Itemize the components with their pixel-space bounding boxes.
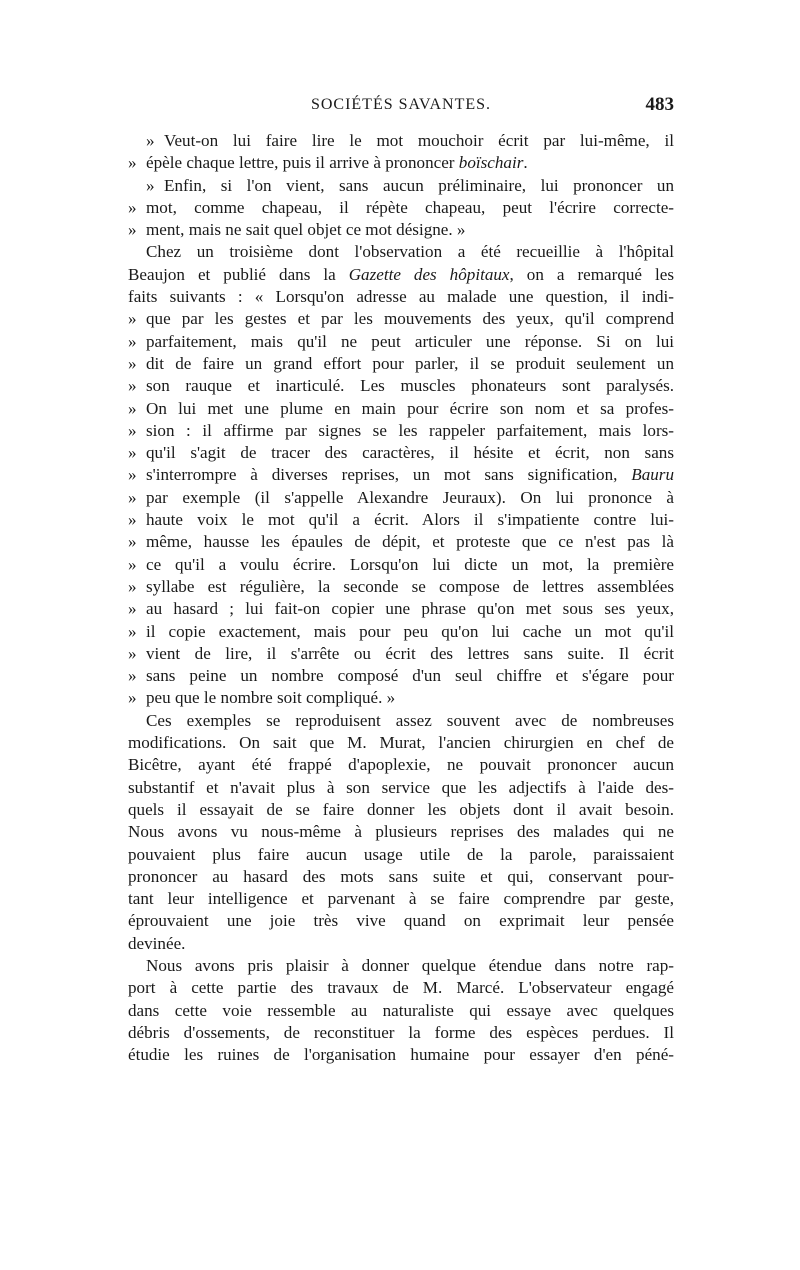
- text-line: [128, 754, 674, 776]
- quote-mark: »: [128, 398, 137, 418]
- line-text: il copie exactement, mais pour peu qu'on lui cache un mot qu'il: [146, 621, 674, 641]
- text-line: [128, 152, 674, 174]
- line-text: sion : il affirme par signes se les rappeler parfaitement, mais lors-: [146, 420, 674, 440]
- line-text: peu que le nombre soit compliqué. »: [146, 688, 396, 708]
- line-text: quels il essayait de se faire donner les objets dont il avait besoin.: [128, 799, 674, 819]
- italic-term: Gazette des hôpitaux: [348, 264, 510, 284]
- quote-mark: »: [128, 331, 137, 351]
- paragraph: [128, 175, 674, 242]
- line-text: Bicêtre, ayant été frappé d'apoplexie, ne pouvait prononcer aucun: [128, 755, 674, 775]
- line-text: vient de lire, il s'arrête ou écrit des lettres sans suite. Il écrit: [146, 643, 674, 663]
- line-text: au hasard ; lui fait-on copier une phrase qu'on met sous ses yeux,: [146, 599, 674, 619]
- text-line: [128, 331, 674, 353]
- quote-mark: »: [146, 131, 155, 150]
- line-text: éprouvaient une joie très vive quand on exprimait leur pensée: [128, 911, 674, 931]
- text-line: [128, 420, 674, 442]
- text-line: [128, 464, 674, 486]
- line-text: par exemple (il s'appelle Alexandre Jeuraux). On lui prononce à: [146, 487, 674, 507]
- text-line: [128, 1022, 674, 1044]
- line-text: qu'il s'agit de tracer des caractères, il hésite et écrit, non sans: [146, 443, 674, 463]
- line-text: épèle chaque lettre, puis il arrive à prononcer boïschair.: [146, 153, 528, 173]
- line-text: Chez un troisième dont l'observation a été recueillie à l'hôpital: [146, 242, 674, 262]
- text-line: [128, 398, 674, 420]
- text-line: [128, 621, 674, 643]
- page-number: 483: [645, 94, 674, 115]
- text-line: [128, 531, 674, 553]
- quote-mark: »: [128, 353, 137, 373]
- text-line: [128, 308, 674, 330]
- quote-mark: »: [128, 376, 137, 396]
- text-line: [128, 955, 674, 977]
- paragraph: [128, 241, 674, 709]
- text-line: [128, 777, 674, 799]
- text-line: [128, 197, 674, 219]
- quote-mark: »: [128, 621, 137, 641]
- text-line: [128, 933, 674, 955]
- quote-mark: »: [128, 599, 137, 619]
- line-text: port à cette partie des travaux de M. Marcé. L'observateur engagé: [128, 978, 674, 998]
- text-line: [128, 554, 674, 576]
- line-text: devinée.: [128, 933, 186, 953]
- text-line: [128, 286, 674, 308]
- quote-mark: »: [128, 197, 137, 217]
- text-line: [128, 910, 674, 932]
- quote-mark: »: [128, 688, 137, 708]
- text-line: [128, 264, 674, 286]
- line-text: ment, mais ne sait quel objet ce mot désigne. »: [146, 220, 466, 240]
- text-line: [128, 1000, 674, 1022]
- quote-mark: »: [128, 554, 137, 574]
- text-line: [128, 977, 674, 999]
- paragraph: [128, 710, 674, 955]
- text-line: [128, 799, 674, 821]
- paragraph: [128, 130, 674, 175]
- line-text: modifications. On sait que M. Murat, l'ancien chirurgien en chef de: [128, 733, 674, 753]
- text-line: [128, 1044, 674, 1066]
- line-text: tant leur intelligence et parvenant à se faire comprendre par geste,: [128, 889, 674, 909]
- text-line: [128, 643, 674, 665]
- line-text: pouvaient plus faire aucun usage utile de la parole, paraissaient: [128, 844, 674, 864]
- line-text: substantif et n'avait plus à son service que les adjectifs à l'aide des-: [128, 777, 674, 797]
- quote-mark: »: [128, 510, 137, 530]
- text-line: [128, 576, 674, 598]
- text-line: [128, 175, 674, 197]
- quote-mark: »: [128, 309, 137, 329]
- quote-mark: »: [128, 576, 137, 596]
- text-line: [128, 665, 674, 687]
- line-text: s'interrompre à diverses reprises, un mot sans signification, Bauru: [146, 465, 674, 485]
- quote-mark: »: [128, 487, 137, 507]
- quote-mark: »: [146, 175, 155, 195]
- line-text: sans peine un nombre composé d'un seul chiffre et s'égare pour: [146, 666, 674, 686]
- text-line: [128, 844, 674, 866]
- text-line: [128, 241, 674, 263]
- text-line: [128, 509, 674, 531]
- text-line: [128, 375, 674, 397]
- quote-mark: »: [128, 420, 137, 440]
- line-text: Enfin, si l'on vient, sans aucun préliminaire, lui prononcer un: [164, 175, 674, 195]
- page-header: [128, 96, 674, 120]
- line-text: son rauque et inarticulé. Les muscles phonateurs sont paralysés.: [146, 376, 674, 396]
- paragraph: [128, 955, 674, 1066]
- italic-term: Bauru: [631, 465, 674, 485]
- line-text: Nous avons vu nous-même à plusieurs reprises des malades qui ne: [128, 822, 674, 842]
- text-line: [128, 866, 674, 888]
- line-text: faits suivants : « Lorsqu'on adresse au malade une question, il indi-: [128, 287, 674, 307]
- line-text: même, hausse les épaules de dépit, et proteste que ce n'est pas là: [146, 532, 674, 552]
- quote-mark: »: [128, 643, 137, 663]
- text-line: [128, 732, 674, 754]
- text-line: [128, 353, 674, 375]
- quote-mark: »: [128, 465, 137, 485]
- quote-mark: »: [128, 443, 137, 463]
- text-line: [128, 130, 674, 152]
- text-line: [128, 487, 674, 509]
- body-text: [128, 130, 674, 1066]
- line-text: Nous avons pris plaisir à donner quelque étendue dans notre rap-: [146, 955, 674, 975]
- line-text: Ces exemples se reproduisent assez souvent avec de nombreuses: [146, 710, 674, 730]
- line-text: dit de faire un grand effort pour parler, il se produit seulement un: [146, 353, 674, 373]
- line-text: Beaujon et publié dans la Gazette des hôpitaux, on a remarqué les: [128, 264, 674, 284]
- text-line: [128, 821, 674, 843]
- text-line: [128, 687, 674, 709]
- italic-term: boïschair: [458, 153, 524, 173]
- running-title: SOCIÉTÉS SAVANTES.: [310, 96, 492, 113]
- quote-mark: »: [128, 153, 137, 173]
- line-text: mot, comme chapeau, il répète chapeau, peut l'écrire correcte-: [146, 197, 674, 217]
- text-line: [128, 219, 674, 241]
- quote-mark: »: [128, 220, 137, 240]
- quote-mark: »: [128, 532, 137, 552]
- line-text: Veut-on lui faire lire le mot mouchoir écrit par lui-même, il: [164, 131, 674, 150]
- text-line: [128, 598, 674, 620]
- line-text: haute voix le mot qu'il a écrit. Alors il s'impatiente contre lui-: [146, 510, 674, 530]
- line-text: que par les gestes et par les mouvements des yeux, qu'il comprend: [146, 309, 674, 329]
- line-text: ce qu'il a voulu écrire. Lorsqu'on lui dicte un mot, la première: [146, 554, 674, 574]
- text-line: [128, 888, 674, 910]
- line-text: prononcer au hasard des mots sans suite et qui, conservant pour-: [128, 866, 674, 886]
- text-line: [128, 442, 674, 464]
- line-text: syllabe est régulière, la seconde se compose de lettres assemblées: [146, 576, 674, 596]
- text-line: [128, 710, 674, 732]
- line-text: débris d'ossements, de reconstituer la forme des espèces perdues. Il: [128, 1022, 674, 1042]
- quote-mark: »: [128, 666, 137, 686]
- line-text: On lui met une plume en main pour écrire son nom et sa profes-: [146, 398, 674, 418]
- line-text: dans cette voie ressemble au naturaliste qui essaye avec quelques: [128, 1000, 674, 1020]
- line-text: étudie les ruines de l'organisation humaine pour essayer d'en péné-: [128, 1045, 674, 1065]
- line-text: parfaitement, mais qu'il ne peut articuler une réponse. Si on lui: [146, 331, 674, 351]
